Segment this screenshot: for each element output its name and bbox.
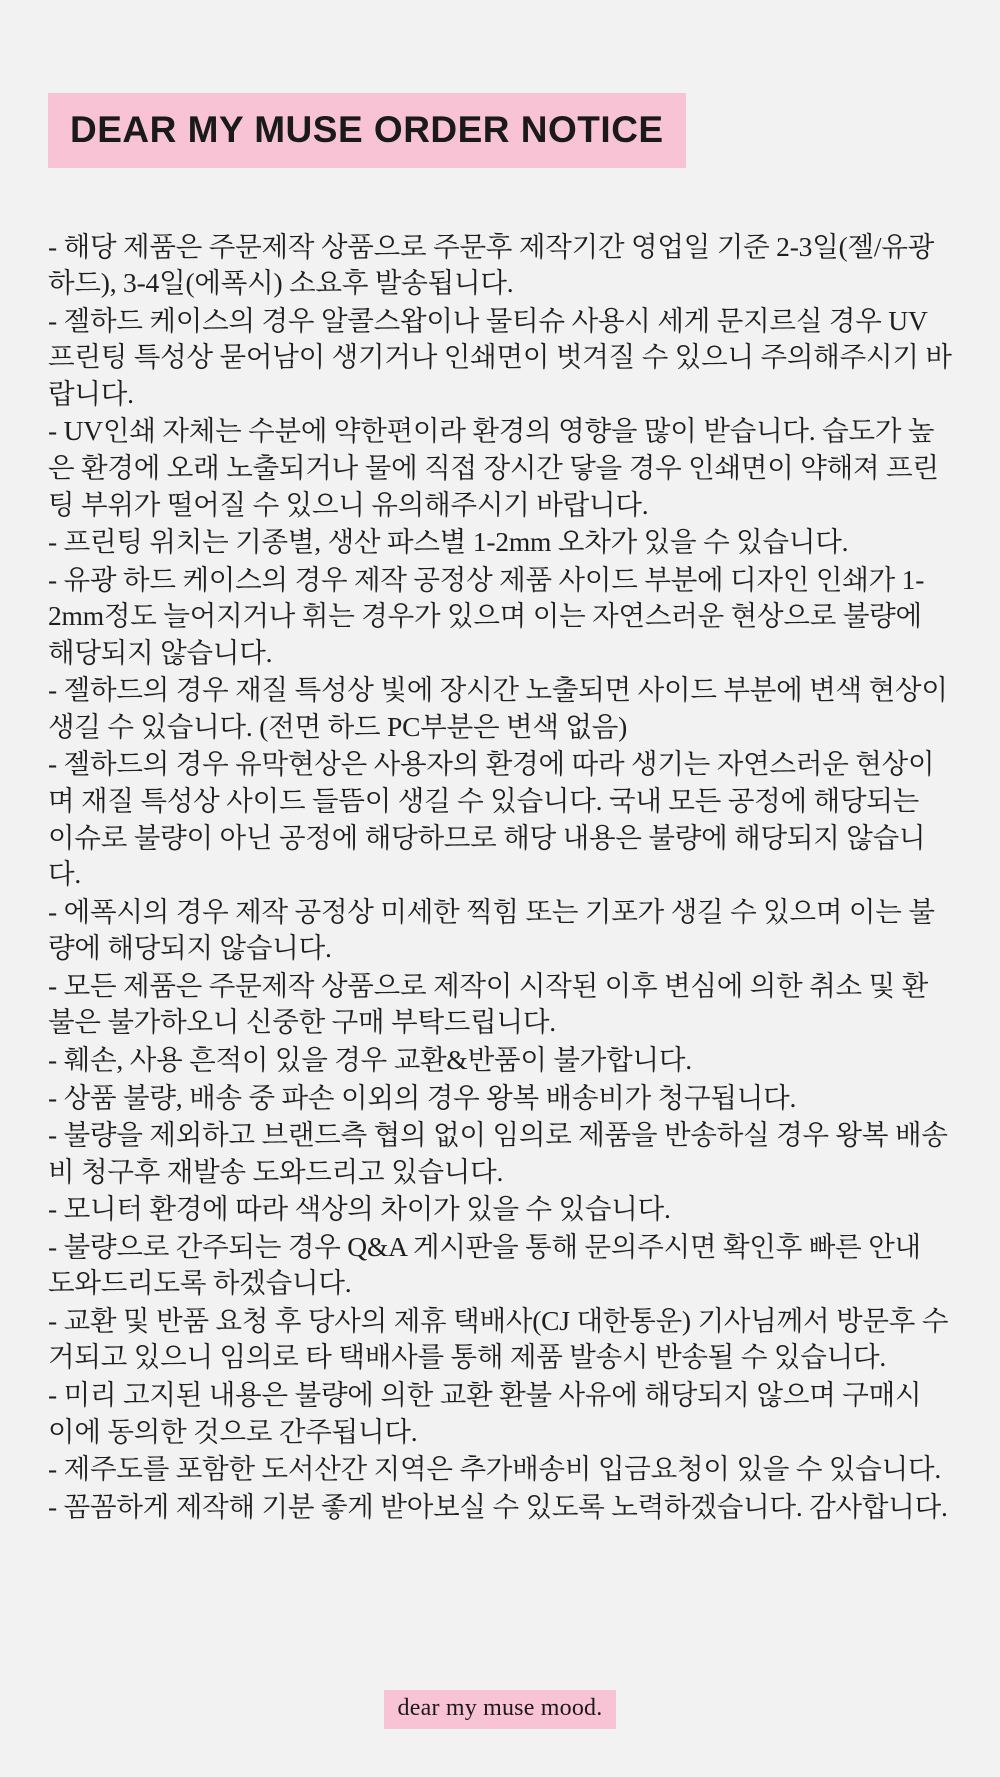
- list-item: - 유광 하드 케이스의 경우 제작 공정상 제품 사이드 부분에 디자인 인쇄가 1-2mm정도 늘어지거나 휘는 경우가 있으며 이는 자연스러운 현상으로 불량에 해당되지 않습니다.: [48, 563, 925, 668]
- list-item: - 교환 및 반품 요청 후 당사의 제휴 택배사(CJ 대한통운) 기사님께서 방문후 수거되고 있으니 임의로 타 택배사를 통해 제품 발송시 반송될 수 있습니다.: [48, 1304, 949, 1373]
- footer: [0, 1690, 1000, 1729]
- list-item: - 젤하드의 경우 유막현상은 사용자의 환경에 따라 생기는 자연스러운 현상이며 재질 특성상 사이드 들뜸이 생길 수 있습니다. 국내 모든 공정에 해당되는 이슈로 불량이 아닌 공정에 해당하므로 해당 내용은 불량에 해당되지 않습니다.: [48, 748, 935, 890]
- list-item: - 미리 고지된 내용은 불량에 의한 교환 환불 사유에 해당되지 않으며 구매시 이에 동의한 것으로 간주됩니다.: [48, 1379, 922, 1447]
- list-item: - 불량으로 간주되는 경우 Q&A 게시판을 통해 문의주시면 확인후 빠른 안내 도와드리도록 하겠습니다.: [48, 1230, 921, 1299]
- list-item: - 상품 불량, 배송 중 파손 이외의 경우 왕복 배송비가 청구됩니다.: [48, 1081, 797, 1113]
- title-container: [48, 0, 952, 193]
- page-title: DEAR MY MUSE ORDER NOTICE: [48, 93, 686, 168]
- list-item: - 불량을 제외하고 브랜드측 협의 없이 임의로 제품을 반송하실 경우 왕복 배송비 청구후 재발송 도와드리고 있습니다.: [48, 1119, 948, 1187]
- list-item: - 프린팅 위치는 기종별, 생산 파스별 1-2mm 오차가 있을 수 있습니다.: [48, 526, 849, 558]
- list-item: - 젤하드 케이스의 경우 알콜스왑이나 물티슈 사용시 세게 문지르실 경우 UV프린팅 특성상 묻어남이 생기거나 인쇄면이 벗겨질 수 있으니 주의해주시기 바랍니다.: [48, 304, 952, 409]
- list-item: - 훼손, 사용 흔적이 있을 경우 교환&반품이 불가합니다.: [48, 1043, 692, 1075]
- list-item: - 해당 제품은 주문제작 상품으로 주문후 제작기간 영업일 기준 2-3일(젤/유광하드), 3-4일(에폭시) 소요후 발송됩니다.: [48, 230, 935, 299]
- list-item: - 꼼꼼하게 제작해 기분 좋게 받아보실 수 있도록 노력하겠습니다. 감사합니다.: [48, 1490, 948, 1522]
- list-item: - 모니터 환경에 따라 색상의 차이가 있을 수 있습니다.: [48, 1193, 671, 1225]
- brand-badge: dear my muse mood.: [384, 1690, 617, 1729]
- list-item: - 모든 제품은 주문제작 상품으로 제작이 시작된 이후 변심에 의한 취소 및 환불은 불가하오니 신중한 구매 부탁드립니다.: [48, 969, 929, 1038]
- list-item: - 제주도를 포함한 도서산간 지역은 추가배송비 입금요청이 있을 수 있습니다.: [48, 1453, 942, 1485]
- list-item: - UV인쇄 자체는 수분에 약한편이라 환경의 영향을 많이 받습니다. 습도가 높은 환경에 오래 노출되거나 물에 직접 장시간 닿을 경우 인쇄면이 약해져 프린팅 부위가 떨어질 수 있으니 유의해주시기 바랍니다.: [48, 415, 939, 520]
- notice-list: [48, 229, 952, 1526]
- list-item: - 젤하드의 경우 재질 특성상 빛에 장시간 노출되면 사이드 부분에 변색 현상이 생길 수 있습니다. (전면 하드 PC부분은 변색 없음): [48, 674, 948, 742]
- list-item: - 에폭시의 경우 제작 공정상 미세한 찍힘 또는 기포가 생길 수 있으며 이는 불량에 해당되지 않습니다.: [48, 895, 935, 964]
